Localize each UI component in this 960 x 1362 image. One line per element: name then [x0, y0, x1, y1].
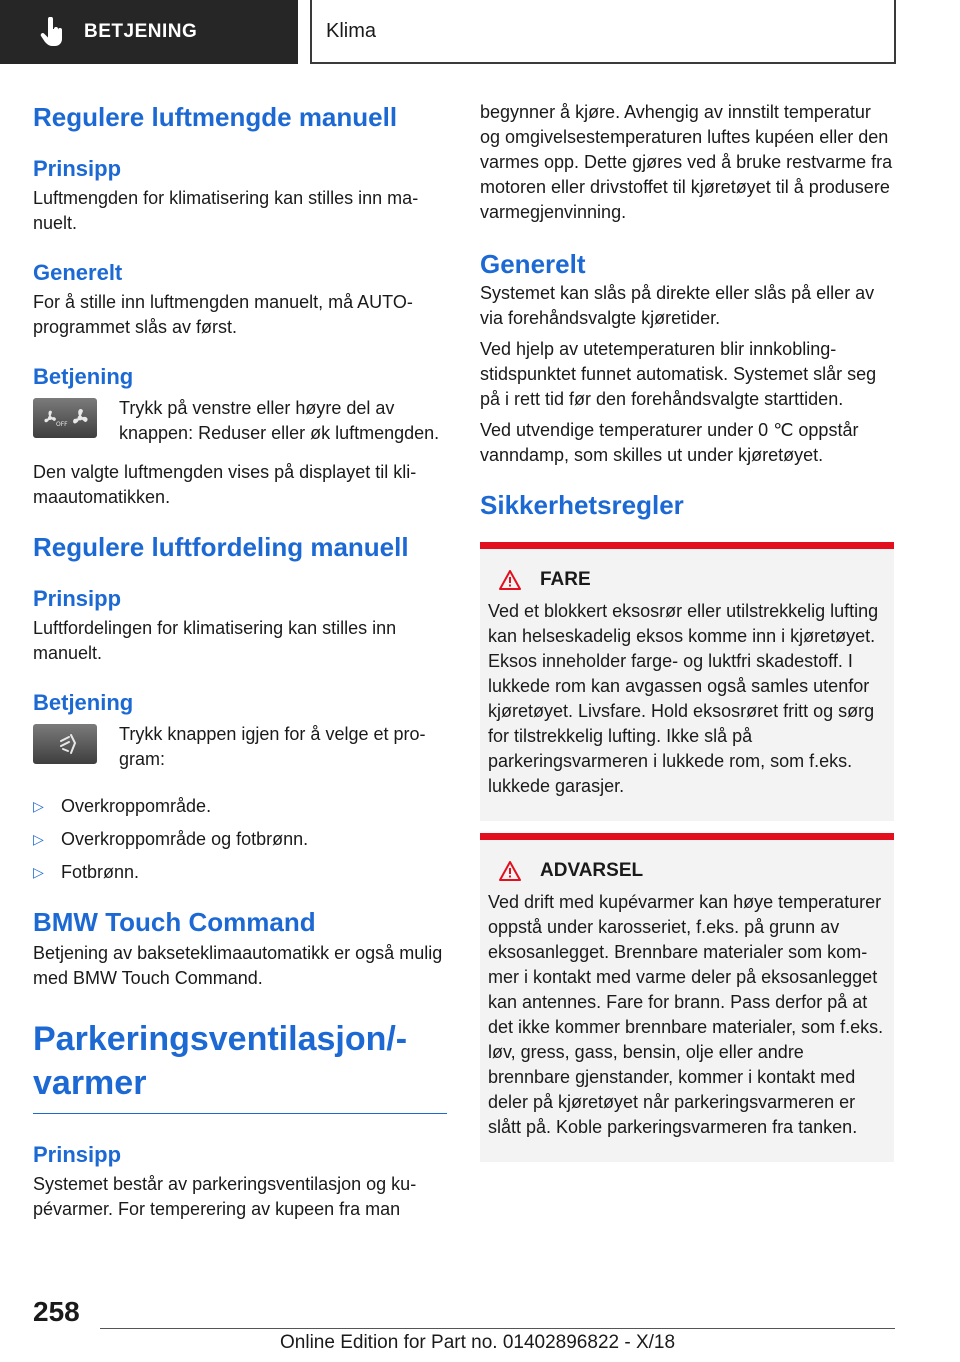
- paragraph: begynner å kjøre. Avhengig av innstilt temperatur og omgivelsestemperaturen luftes kupéen eller den varmes opp. Dette gjøres ved å bruke restvarme fra motoren eller drivstoffet til kjøretøyet til å produsere varmegjenvinning.: [480, 102, 893, 222]
- program-list: [33, 794, 447, 893]
- subheading: Prinsipp: [33, 156, 122, 181]
- warning-triangle-icon: [498, 569, 522, 591]
- notice-text: Ved et blokkert eksosrør eller utilstrekkelig lufting kan helseskadelig eksos komme inn i kjøretøyet. Eksos inneholder farge- og luktfri skadestoff. I lukkede rom kan avgassen også samles utenfor kjøretøyet. Livsfare. Hold eksosrøret fritt og sørg for tilstrekkelig lufting. Ikke slå på parkeringsvarmeren i lukkede rom, som f.eks. lukkede garasjer.: [488, 601, 879, 796]
- left-column: [33, 100, 447, 1222]
- paragraph: Trykk knappen igjen for å velge et program:: [119, 724, 426, 769]
- paragraph: Betjening av bakseteklimaautomatikk er også mulig med BMW Touch Command.: [33, 943, 443, 988]
- warning-triangle-icon: [498, 860, 522, 882]
- operation-row: [33, 396, 447, 446]
- chapter-title[interactable]: [310, 0, 896, 64]
- subheading: Prinsipp: [33, 1142, 122, 1167]
- paragraph: Luftfordelingen for klimatisering kan stilles inn manuelt.: [33, 618, 397, 663]
- paragraph: For å stille inn luftmengden manuelt, må AUTO-programmet slås av først.: [33, 292, 413, 337]
- notice-title: FARE: [488, 569, 886, 591]
- paragraph: Den valgte luftmengden vises på displayet til klimaautomatikken.: [33, 462, 417, 507]
- section-tab[interactable]: [0, 0, 298, 64]
- paragraph: Systemet består av parkeringsventilasjon og kupévarmer. For temperering av kupeen fra man: [33, 1174, 417, 1219]
- heading-rule: [33, 1113, 447, 1114]
- hand-pointer-icon: [36, 15, 70, 49]
- section-heading: BMW Touch Command: [33, 907, 316, 937]
- triangle-bullet-icon: ▷: [33, 831, 44, 847]
- list-item: ▷ Overkroppområde og fotbrønn.: [33, 827, 447, 860]
- svg-text:OFF: OFF: [56, 421, 68, 428]
- subheading: Prinsipp: [33, 586, 122, 611]
- subheading: Generelt: [480, 249, 586, 279]
- subheading: Generelt: [33, 260, 123, 285]
- warning-notice: [480, 833, 894, 1162]
- section-heading: Regulere luftfordeling manuell: [33, 532, 409, 562]
- operation-row: [33, 722, 447, 772]
- paragraph: Trykk på venstre eller høyre del av knappen: Reduser eller øk luftmengden.: [119, 398, 440, 443]
- notice-title: ADVARSEL: [488, 860, 886, 882]
- paragraph: Luftmengden for klimatisering kan stilles inn manuelt.: [33, 188, 419, 233]
- footer-edition: Online Edition for Part no. 01402896822 - X/18: [280, 1332, 676, 1353]
- section-label: BETJENING: [84, 21, 198, 42]
- footer-rule: [100, 1328, 895, 1329]
- list-item: ▷ Fotbrønn.: [33, 860, 447, 893]
- subheading: Betjening: [33, 364, 134, 389]
- air-distribution-button-icon: [33, 724, 97, 764]
- paragraph: Systemet kan slås på direkte eller slås på eller av via forehåndsvalgte kjøretider.: [480, 283, 875, 328]
- chapter-label: Klima: [326, 19, 377, 42]
- fan-button-icon: [33, 398, 97, 438]
- section-heading: Regulere luftmengde manuell: [33, 102, 398, 132]
- paragraph: Ved hjelp av utetemperaturen blir innkoblingstidspunktet funnet automatisk. Systemet slår seg på i rett tid før den forehåndsvalgte starttiden.: [480, 339, 877, 409]
- notice-text: Ved drift med kupévarmer kan høye temperaturer oppstå under karosseriet, f.eks. på grunn av eksosanlegget. Brennbare materialer som kommer i kontakt med varme deler på eksosanlegget kan antennes. Fare for brann. Pass derfor på at det ikke kommer brennbare materialer, som f.eks. løv, gress, gass, bensin, olje eller andre brennbare gjenstander, kommer i kontakt med deler på kjøretøyet når parkeringsvarmeren er slått på. Koble parkeringsvarmeren fra tanken.: [488, 892, 884, 1137]
- right-column: [480, 100, 894, 1162]
- triangle-bullet-icon: ▷: [33, 864, 44, 880]
- danger-notice: [480, 542, 894, 821]
- page-number: 258: [33, 1296, 80, 1327]
- list-item: ▷ Overkroppområde.: [33, 794, 447, 827]
- subheading: Betjening: [33, 690, 134, 715]
- paragraph: Ved utvendige temperaturer under 0 ℃ oppstår vanndamp, som skilles ut under kjøretøyet.: [480, 420, 859, 465]
- section-heading: Sikkerhetsregler: [480, 490, 684, 520]
- triangle-bullet-icon: ▷: [33, 798, 44, 814]
- chapter-heading: Parkeringsventilasjon/-varmer: [33, 1020, 408, 1102]
